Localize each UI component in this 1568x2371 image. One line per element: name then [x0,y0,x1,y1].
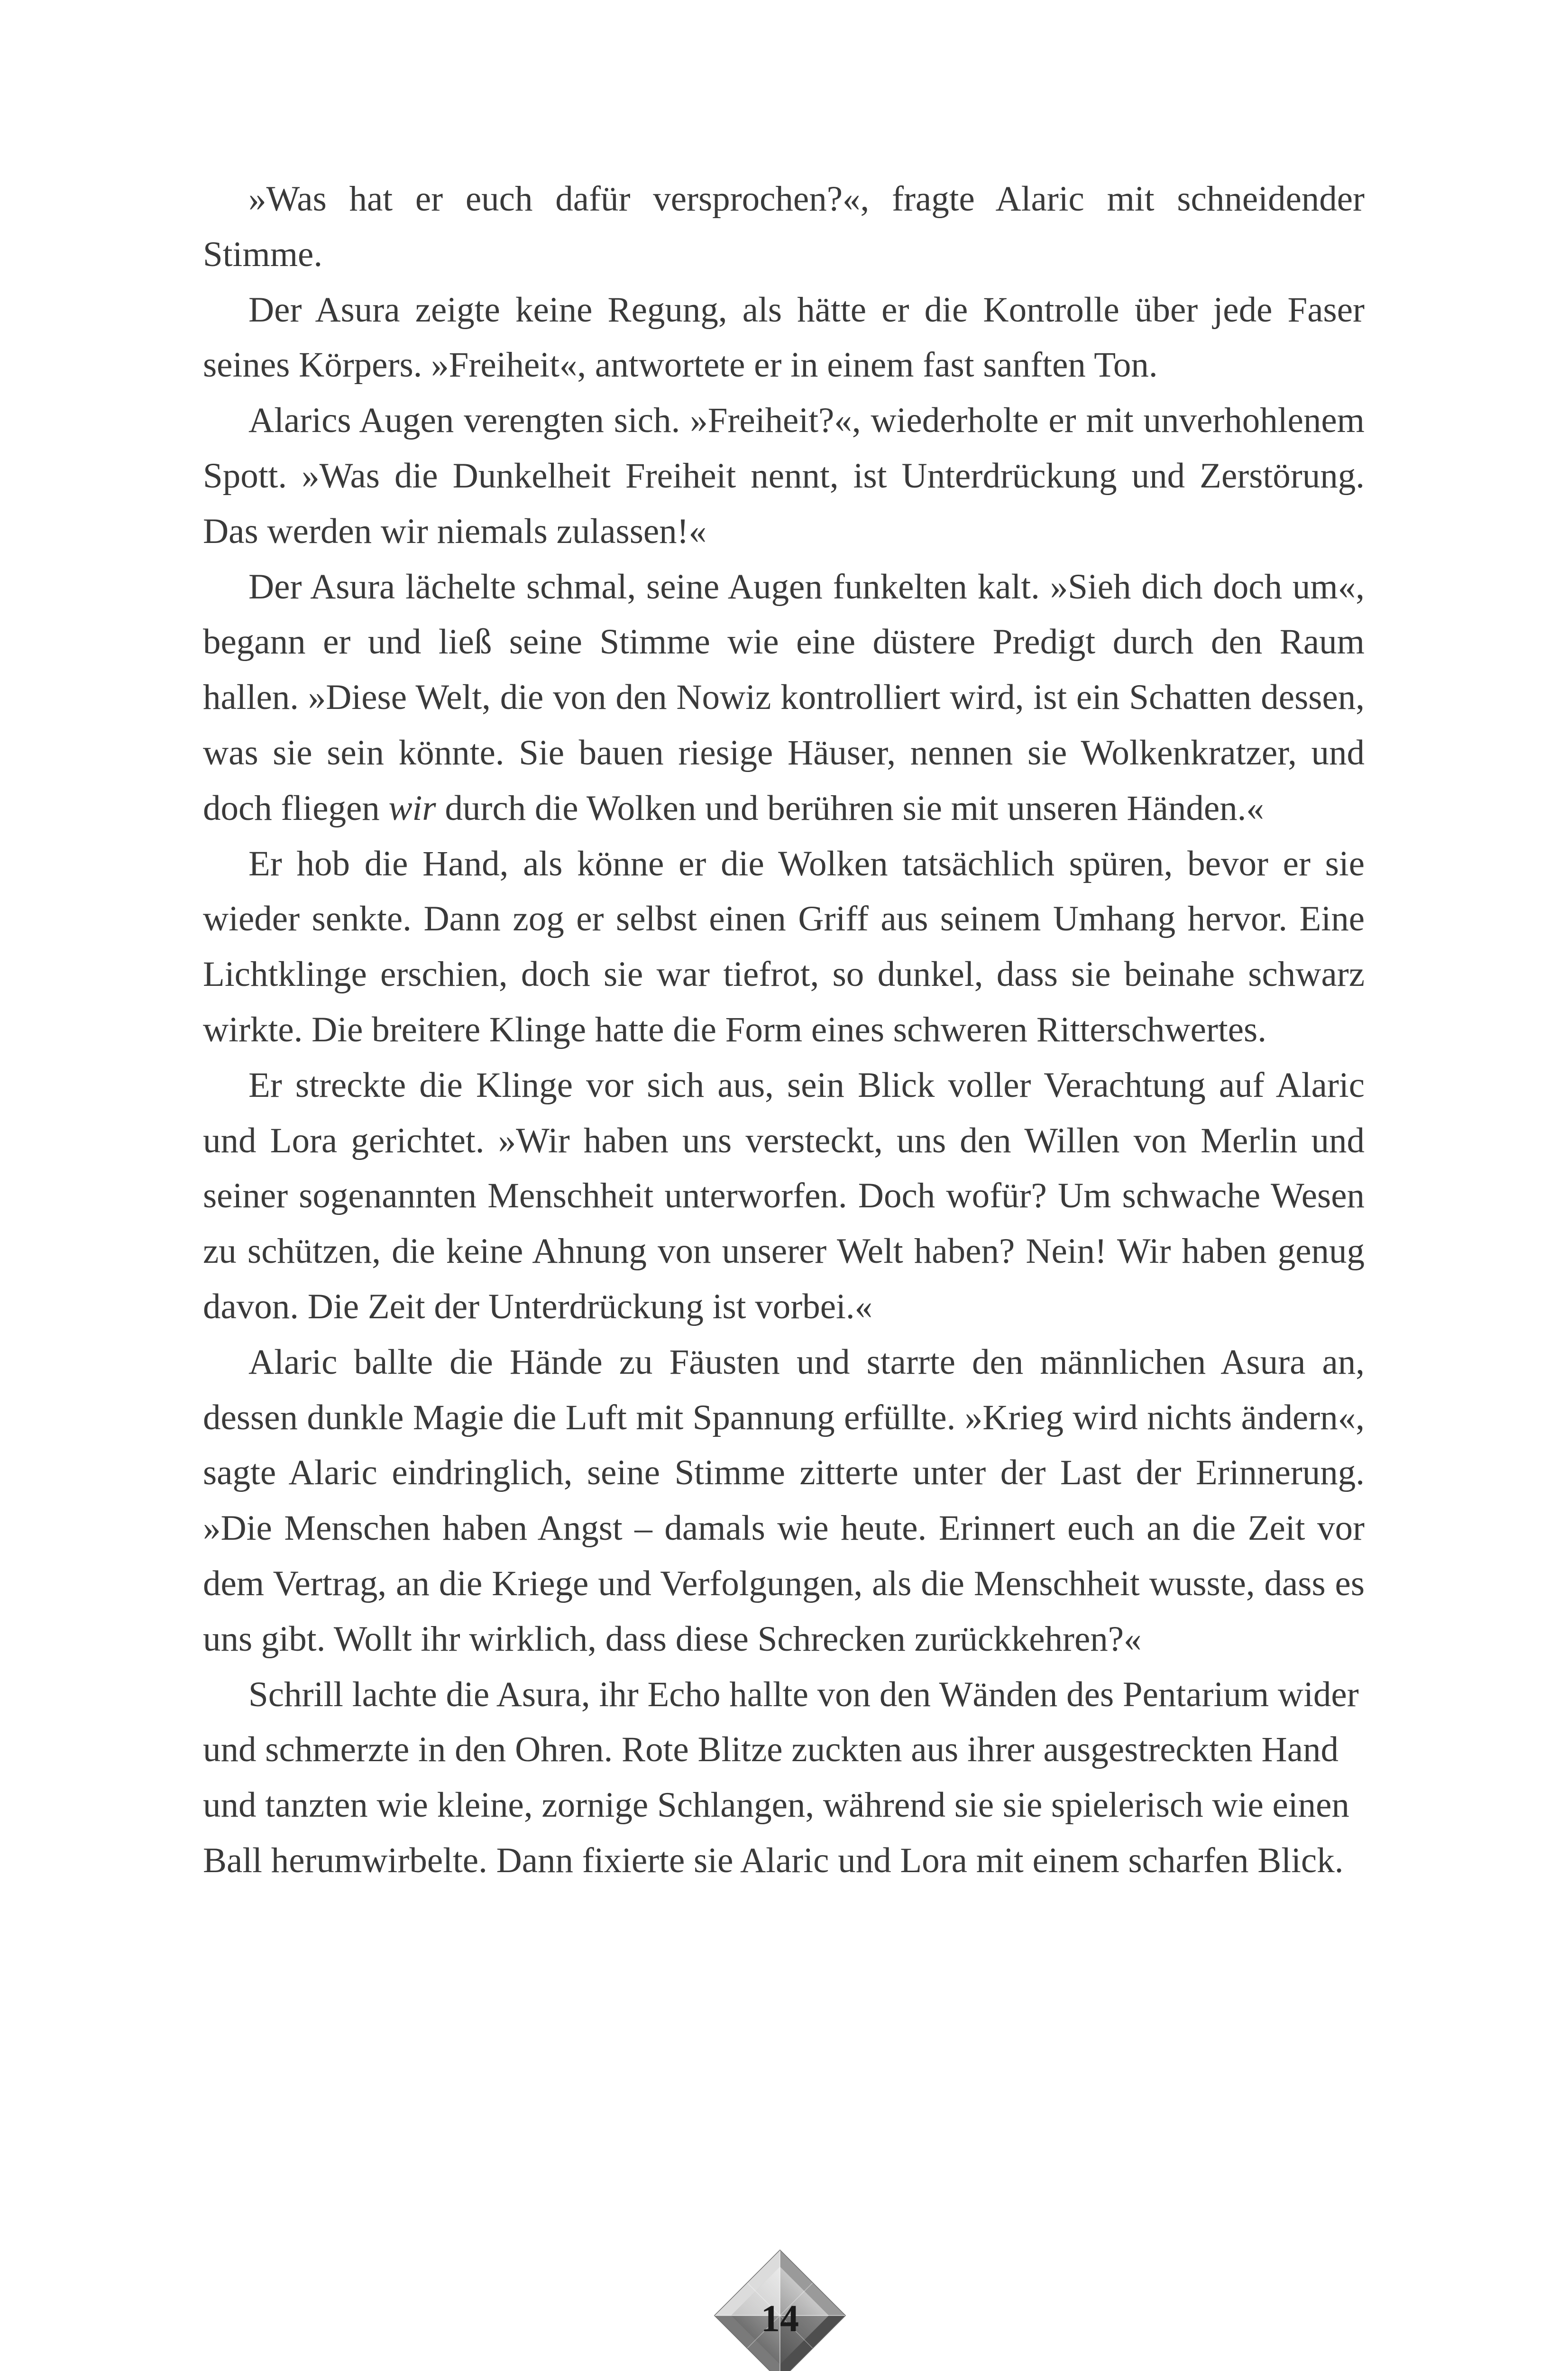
page-number-badge [712,2248,848,2371]
paragraph: Alarics Augen verengten sich. »Freiheit?«, wiederholte er mit unverhohlenem Spott. »Was die Dunkelheit Freiheit nennt, ist Unterdrückung und Zerstörung. Das werden wir niemals zulassen!« [203,401,1365,551]
paragraph [203,560,1365,836]
paragraph: Schrill lachte die Asura, ihr Echo hallte von den Wänden des Pentarium wider und schmerzte in den Ohren. Rote Blitze zuckten aus ihrer ausgestreckten Hand und tanzten wie kleine, zornige Schlangen, während sie sie spielerisch wie einen Ball herumwirbelte. Dann fixierte sie Alaric und Lora mit einem scharfen Blick. [203,1674,1359,1880]
paragraph-text: Der Asura lächelte schmal, seine Augen funkelten kalt. »Sieh dich doch um«, begann er und ließ seine Stimme wie eine düstere Predigt durch den Raum hallen. »Diese Welt, die von den Nowiz kontrolliert wird, ist ein Schatten dessen, was sie sein könnte. Sie bauen riesige Häuser, nennen sie Wolkenkratzer, und doch fliegen [203,567,1365,828]
page-number: 14 [761,2297,799,2340]
paragraph: Er hob die Hand, als könne er die Wolken tatsächlich spüren, bevor er sie wieder senkte. Dann zog er selbst einen Griff aus seinem Umhang hervor. Eine Lichtklinge erschien, doch sie war tiefrot, so dunkel, dass sie beinahe schwarz wirkte. Die breitere Klinge hatte die Form eines schweren Ritterschwertes. [203,844,1365,1049]
body-text [203,172,1365,1889]
paragraph: Alaric ballte die Hände zu Fäusten und starrte den männlichen Asura an, dessen dunkle Magie die Luft mit Spannung erfüllte. »Krieg wird nichts ändern«, sagte Alaric eindringlich, seine Stimme zitterte unter der Last der Erinnerung. »Die Menschen haben Angst – damals wie heute. Erinnert euch an die Zeit vor dem Vertrag, an die Kriege und Verfolgungen, als die Menschheit wusste, dass es uns gibt. Wollt ihr wirklich, dass diese Schrecken zurückkehren?« [203,1342,1365,1659]
paragraph: Er streckte die Klinge vor sich aus, sein Blick voller Verachtung auf Alaric und Lora gerichtet. »Wir haben uns versteckt, uns den Willen von Merlin und seiner sogenannten Menschheit unterworfen. Doch wofür? Um schwache Wesen zu schützen, die keine Ahnung von unserer Welt haben? Nein! Wir haben genug davon. Die Zeit der Unterdrückung ist vorbei.« [203,1065,1365,1326]
paragraph-text: durch die Wolken und berühren sie mit unseren Händen.« [436,788,1264,828]
emphasis-text: wir [388,788,436,828]
paragraph: Der Asura zeigte keine Regung, als hätte er die Kontrolle über jede Faser seines Körpers. »Freiheit«, antwortete er in einem fast sanften Ton. [203,290,1365,385]
paragraph: »Was hat er euch dafür versprochen?«, fragte Alaric mit schneidender Stimme. [203,179,1365,274]
